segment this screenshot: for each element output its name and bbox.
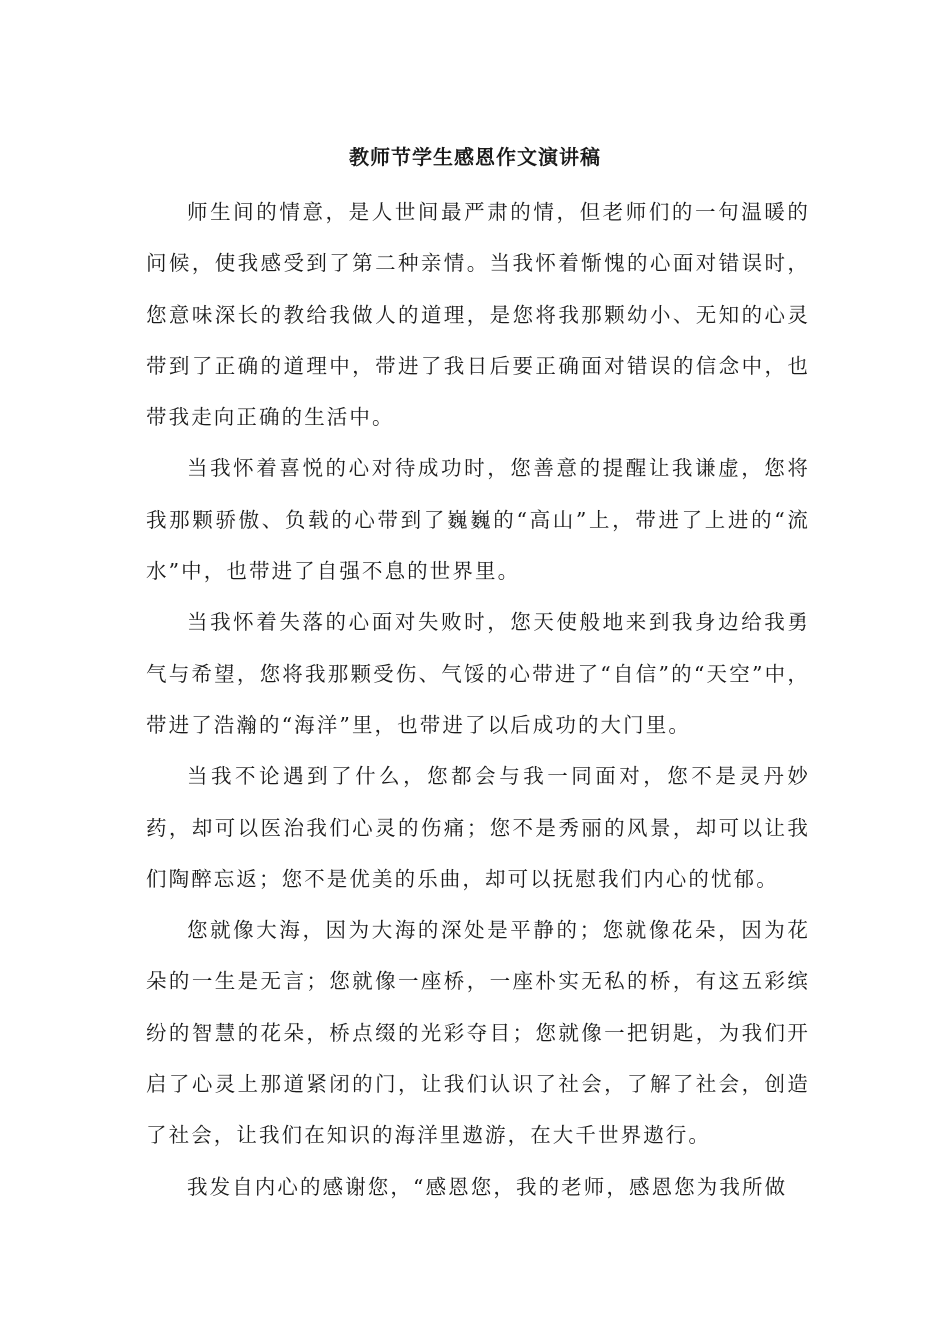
paragraph: 您就像大海，因为大海的深处是平静的；您就像花朵，因为花朵的一生是无言；您就像一座桥，一座朴实无私的桥，有这五彩缤纷的智慧的花朵，桥点缀的光彩夺目；您就像一把钥匙，为我们开启了心灵上那道紧闭的门，让我们认识了社会，了解了社会，创造了社会，让我们在知识的海洋里遨游，在大千世界遨行。 xyxy=(146,918,810,1148)
paragraph: 当我不论遇到了什么，您都会与我一同面对，您不是灵丹妙药，却可以医治我们心灵的伤痛；您不是秀丽的风景，却可以让我们陶醉忘返；您不是优美的乐曲，却可以抚慰我们内心的忧郁。 xyxy=(146,764,810,891)
document-body xyxy=(146,187,810,1213)
paragraph: 当我怀着失落的心面对失败时，您天使般地来到我身边给我勇气与希望，您将我那颗受伤、气馁的心带进了“自信”的“天空”中，带进了浩瀚的“海洋”里，也带进了以后成功的大门里。 xyxy=(146,610,810,737)
paragraph: 我发自内心的感谢您，“感恩您，我的老师，感恩您为我所做 xyxy=(187,1174,788,1199)
paragraph: 师生间的情意，是人世间最严肃的情，但老师们的一句温暖的问候，使我感受到了第二种亲情。当我怀着惭愧的心面对错误时，您意味深长的教给我做人的道理，是您将我那颗幼小、无知的心灵带到了正确的道理中，带进了我日后要正确面对错误的信念中，也带我走向正确的生活中。 xyxy=(146,200,810,430)
document-title: 教师节学生感恩作文演讲稿 xyxy=(349,145,601,169)
paragraph: 当我怀着喜悦的心对待成功时，您善意的提醒让我谦虚，您将我那颗骄傲、负载的心带到了巍巍的“高山”上，带进了上进的“流水”中，也带进了自强不息的世界里。 xyxy=(146,456,810,584)
